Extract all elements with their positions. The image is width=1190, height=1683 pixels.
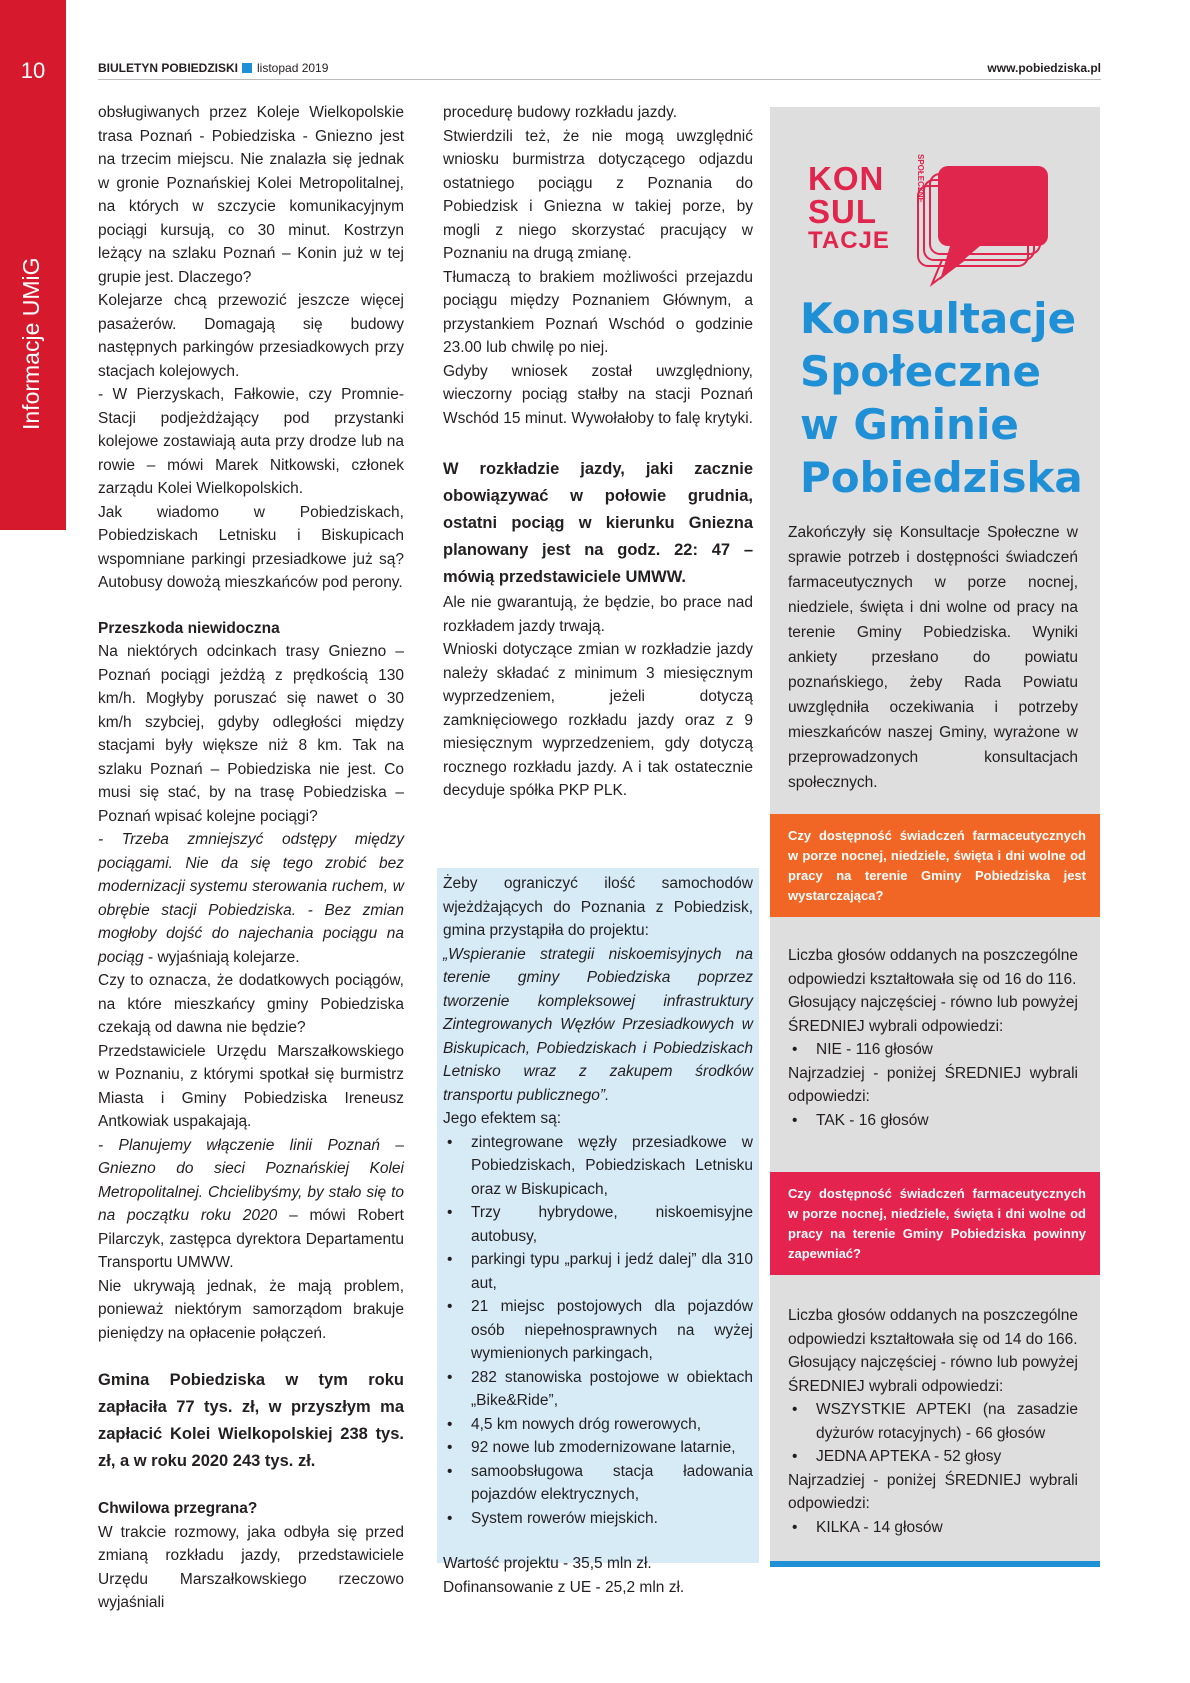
page-header (98, 61, 1101, 81)
bulletin-title: BIULETYN POBIEDZISKI (98, 61, 239, 75)
list-item: • JEDNA APTEKA - 52 głosy (792, 1448, 1002, 1465)
section-label-wrapper (18, 257, 50, 630)
paragraph: Głosujący najczęściej - równo lub powyżej ŚREDNIEJ wybrali odpowiedzi: (788, 994, 1078, 1035)
section-label: Informacje UMiG (18, 257, 44, 430)
speech-bubbles-icon (910, 160, 1080, 290)
project-value: Wartość projektu - 35,5 mln zł. (443, 1555, 652, 1572)
issue-date: listopad 2019 (257, 61, 329, 75)
panel-bottom-bar (770, 1561, 1100, 1567)
results-1 (788, 944, 1078, 1132)
attribution: - wyjaśniają kolejarze. (143, 948, 300, 966)
paragraph: Na niektórych odcinkach trasy Gniezno – Poznań pociągi jeżdżą z prędkością 130 km/h. Mogłyby poruszać się nawet o 30 km/h szybciej, gdyby odległości między stacjami były większe niż 8 km. Tak na szlaku Poznań – Pobiedziska nie jest. Co musi się stać, by na trasę Pobiedziska – Poznań wpisać kolejne pociągi? (98, 643, 404, 825)
paragraph: Żeby ograniczyć ilość samochodów wjeżdżających do Poznania z Pobiedzisk, gmina przystąpiła do projektu: (443, 875, 753, 939)
paragraph: Kolejarze chcą przewozić jeszcze więcej pasażerów. Domagają się budowy następnych parkingów przesiadkowych przy stacjach kolejowych. (98, 292, 404, 380)
effects-list (443, 1131, 753, 1531)
subheading: Przeszkoda niewidoczna (98, 619, 280, 637)
paragraph: Ale nie gwarantują, że będzie, bo prace nad rozkładem jazdy trwają. (443, 594, 753, 635)
paragraph: W trakcie rozmowy, jaka odbyła się przed zmianą rozkładu jazdy, przedstawiciele Urzędu Marszałkowskiego rzeczowo wyjaśniali (98, 1523, 404, 1611)
list-item: • 21 miejsc postojowych dla pojazdów osób niepełnosprawnych na wyżej wymienionych parkingach, (447, 1298, 753, 1362)
paragraph: Nie ukrywają jednak, że mają problem, ponieważ niektórym samorządom brakuje pieniędzy na opłacenie połączeń. (98, 1277, 404, 1342)
paragraph (98, 1134, 404, 1275)
list-item: • NIE - 116 głosów (792, 1041, 933, 1058)
list-item: • System rowerów miejskich. (447, 1509, 658, 1527)
project-box-content (443, 872, 753, 1599)
attribution: – mówi Robert Pilarczyk, zastępca dyrektora Departamentu Transportu UMWW. (98, 1207, 404, 1271)
question-text: Czy dostępność świadczeń farmaceutycznych w porze nocnej, niedziele, święta i dni wolne od pracy na terenie Gminy Pobiedziska jest wystarczająca? (788, 828, 1086, 903)
list-item: • zintegrowane węzły przesiadkowe w Pobiedziskach, Pobiedziskach Letnisku oraz w Biskupicach, (447, 1133, 753, 1198)
logo-side-text: SPOŁECZNE (916, 154, 925, 203)
header-square-icon (242, 63, 252, 73)
effects-label: Jego efektem są: (443, 1110, 562, 1127)
consultation-title: Konsultacje Społeczne w Gminie Pobiedziska (800, 294, 1083, 502)
results-2 (788, 1304, 1078, 1539)
paragraph: Jak wiadomo w Pobiedziskach, Pobiedziskach Letnisku i Biskupicach wspomniane parkingi przesiadkowe już są? Autobusy dowożą mieszkańców pod perony. (98, 503, 404, 591)
quote: - Trzeba zmniejszyć odstępy między pociągami. Nie da się tego zrobić bez modernizacji systemu sterowania ruchem, w obrębie stacji Pobiedziska. - Bez zmian mogłoby dojść do najechania pociągu na pociąg (98, 831, 404, 966)
paragraph: Głosujący najczęściej - równo lub powyżej ŚREDNIEJ wybrali odpowiedzi: (788, 1354, 1078, 1395)
highlight-paragraph: Gmina Pobiedziska w tym roku zapłaciła 77 tys. zł, w przyszłym ma zapłacić Kolei Wielkopolskiej 238 tys. zł, a w roku 2020 243 tys. zł. (98, 1371, 404, 1470)
paragraph: Czy to oznacza, że dodatkowych pociągów, na które mieszkańcy gminy Pobiedziska czekają od dawna nie będzie? (98, 972, 404, 1036)
paragraph: Liczba głosów oddanych na poszczególne odpowiedzi kształtowała się od 14 do 166. (788, 1307, 1078, 1348)
list-item: • samoobsługowa stacja ładowania pojazdów elektrycznych, (447, 1462, 753, 1503)
consultation-body: Zakończyły się Konsultacje Społeczne w sprawie potrzeb i dostępności świadczeń farmaceutycznych w porze nocnej, niedziele, święta i dni wolne od pracy na terenie Gminy Pobiedziska. Wyniki ankiety przesłano do powiatu poznańskiego, żeby Rada Powiatu uwzględniła oczekiwania i potrzeby mieszkańców naszej Gminy, wyrażone w przeprowadzonych konsultacjach społecznych. (788, 524, 1078, 791)
paragraph: Przedstawiciele Urzędu Marszałkowskiego w Poznaniu, z którymi spotkał się burmistrz Miasta i Gminy Pobiedziska Ireneusz Antkowiak uspakajają. (98, 1042, 404, 1130)
project-name: „Wspieranie strategii niskoemisyjnych na terenie gminy Pobiedziska poprzez tworzenie kompleksowej infrastruktury Zintegrowanych Węzłów Przesiadkowych w Biskupicach, Pobiedziskach i Pobiedziskach Letnisko wraz z zakupem środków transportu publicznego”. (443, 945, 753, 1104)
results-least-list (788, 1516, 1078, 1540)
paragraph: Tłumaczą to brakiem możliwości przejazdu pociągu między Poznaniem Głównym, a przystankiem Poznań Wschód o godzinie 23.00 lub chwilę po niej. (443, 268, 753, 356)
paragraph: Wnioski dotyczące zmian w rozkładzie jazdy należy składać z minimum 3 miesięcznym wyprzedzeniem, jeżeli dotyczą zamknięciowego rozkładu jazdy oraz z 9 miesięcznym wyprzedzeniem, gdy dotyczą rocznego rozkładu jazdy. A i tak ostatecznie decyduje spółka PKP PLK. (443, 641, 753, 799)
website-url[interactable]: www.pobiedziska.pl (987, 61, 1101, 75)
article-column-2 (443, 101, 753, 803)
list-item: • 4,5 km nowych dróg rowerowych, (447, 1415, 702, 1433)
logo-text: KON SUL TACJE (808, 160, 890, 254)
results-most-list (788, 1038, 1078, 1062)
list-item: • WSZYSTKIE APTEKI (na zasadzie dyżurów rotacyjnych) - 66 głosów (792, 1401, 1078, 1442)
paragraph: - W Pierzyskach, Fałkowie, czy Promnie-Stacji podjeżdżający pod przystanki kolejowe zostawiają auta przy drodze lub na rowie – mówi Marek Nitkowski, członek zarządu Kolei Wielkopolskich. (98, 386, 404, 497)
paragraph: Stwierdzili też, że nie mogą uwzględnić wniosku burmistrza dotyczącego odjazdu ostatniego pociągu z Poznania do Pobiedzisk i Gniezna w takiej porze, by mogli z niego skorzystać pracujący w Poznaniu na drugą zmianę. (443, 127, 753, 262)
list-item: • KILKA - 14 głosów (792, 1518, 943, 1536)
header-divider (98, 79, 1101, 80)
results-most-list (788, 1398, 1078, 1469)
results-least-list (788, 1109, 1078, 1133)
subheading: Chwilowa przegrana? (98, 1500, 258, 1517)
list-item: • Trzy hybrydowe, niskoemisyjne autobusy, (447, 1204, 753, 1245)
list-item: • 282 stanowiska postojowe w obiektach „Bike&Ride”, (447, 1368, 753, 1409)
question-box-2 (770, 1172, 1100, 1275)
project-funding: Dofinansowanie z UE - 25,2 mln zł. (443, 1578, 685, 1596)
question-text: Czy dostępność świadczeń farmaceutycznych w porze nocnej, niedziele, święta i dni wolne od pracy na terenie Gminy Pobiedziska powinny zapewniać? (788, 1186, 1086, 1261)
list-item: • parkingi typu „parkuj i jedź dalej” dla 310 aut, (447, 1251, 753, 1292)
konsultacje-logo (800, 152, 1080, 302)
question-box-1 (770, 814, 1100, 917)
paragraph (98, 828, 404, 969)
paragraph: Najrzadziej - poniżej ŚREDNIEJ wybrali odpowiedzi: (788, 1471, 1078, 1512)
paragraph: procedurę budowy rozkładu jazdy. (443, 104, 678, 121)
paragraph: obsługiwanych przez Koleje Wielkopolskie trasa Poznań - Pobiedziska - Gniezno jest na trzecim miejscu. Nie znalazła się jednak w gronie Poznańskiej Kolei Metropolitalnej, na których w szczycie komunikacyjnym pociągi kursują, co 30 minut. Kostrzyn leżący na szlaku Poznań – Konin już w tej grupie jest. Dlaczego? (98, 104, 404, 286)
list-item: • TAK - 16 głosów (792, 1111, 929, 1129)
paragraph: Najrzadziej - poniżej ŚREDNIEJ wybrali odpowiedzi: (788, 1064, 1078, 1105)
quote: - Planujemy włączenie linii Poznań – Gniezno do sieci Poznańskiej Kolei Metropolitalnej. Chcielibyśmy, by stało się to na początku roku 2020 (98, 1136, 404, 1224)
list-item: • 92 nowe lub zmodernizowane latarnie, (447, 1439, 736, 1456)
bold-paragraph: W rozkładzie jazdy, jaki zacznie obowiązywać w połowie grudnia, ostatni pociąg w kierunku Gniezna planowany jest na godz. 22: 47 – mówią przedstawiciele UMWW. (443, 460, 753, 586)
paragraph: Gdyby wniosek został uwzględniony, wieczorny pociąg stałby na stacji Poznań Wschód 15 minut. Wywołałoby to falę krytyki. (443, 362, 753, 427)
article-column-1 (98, 101, 404, 1615)
paragraph: Liczba głosów oddanych na poszczególne odpowiedzi kształtowała się od 16 do 116. (788, 947, 1078, 988)
page-number: 10 (20, 58, 46, 83)
